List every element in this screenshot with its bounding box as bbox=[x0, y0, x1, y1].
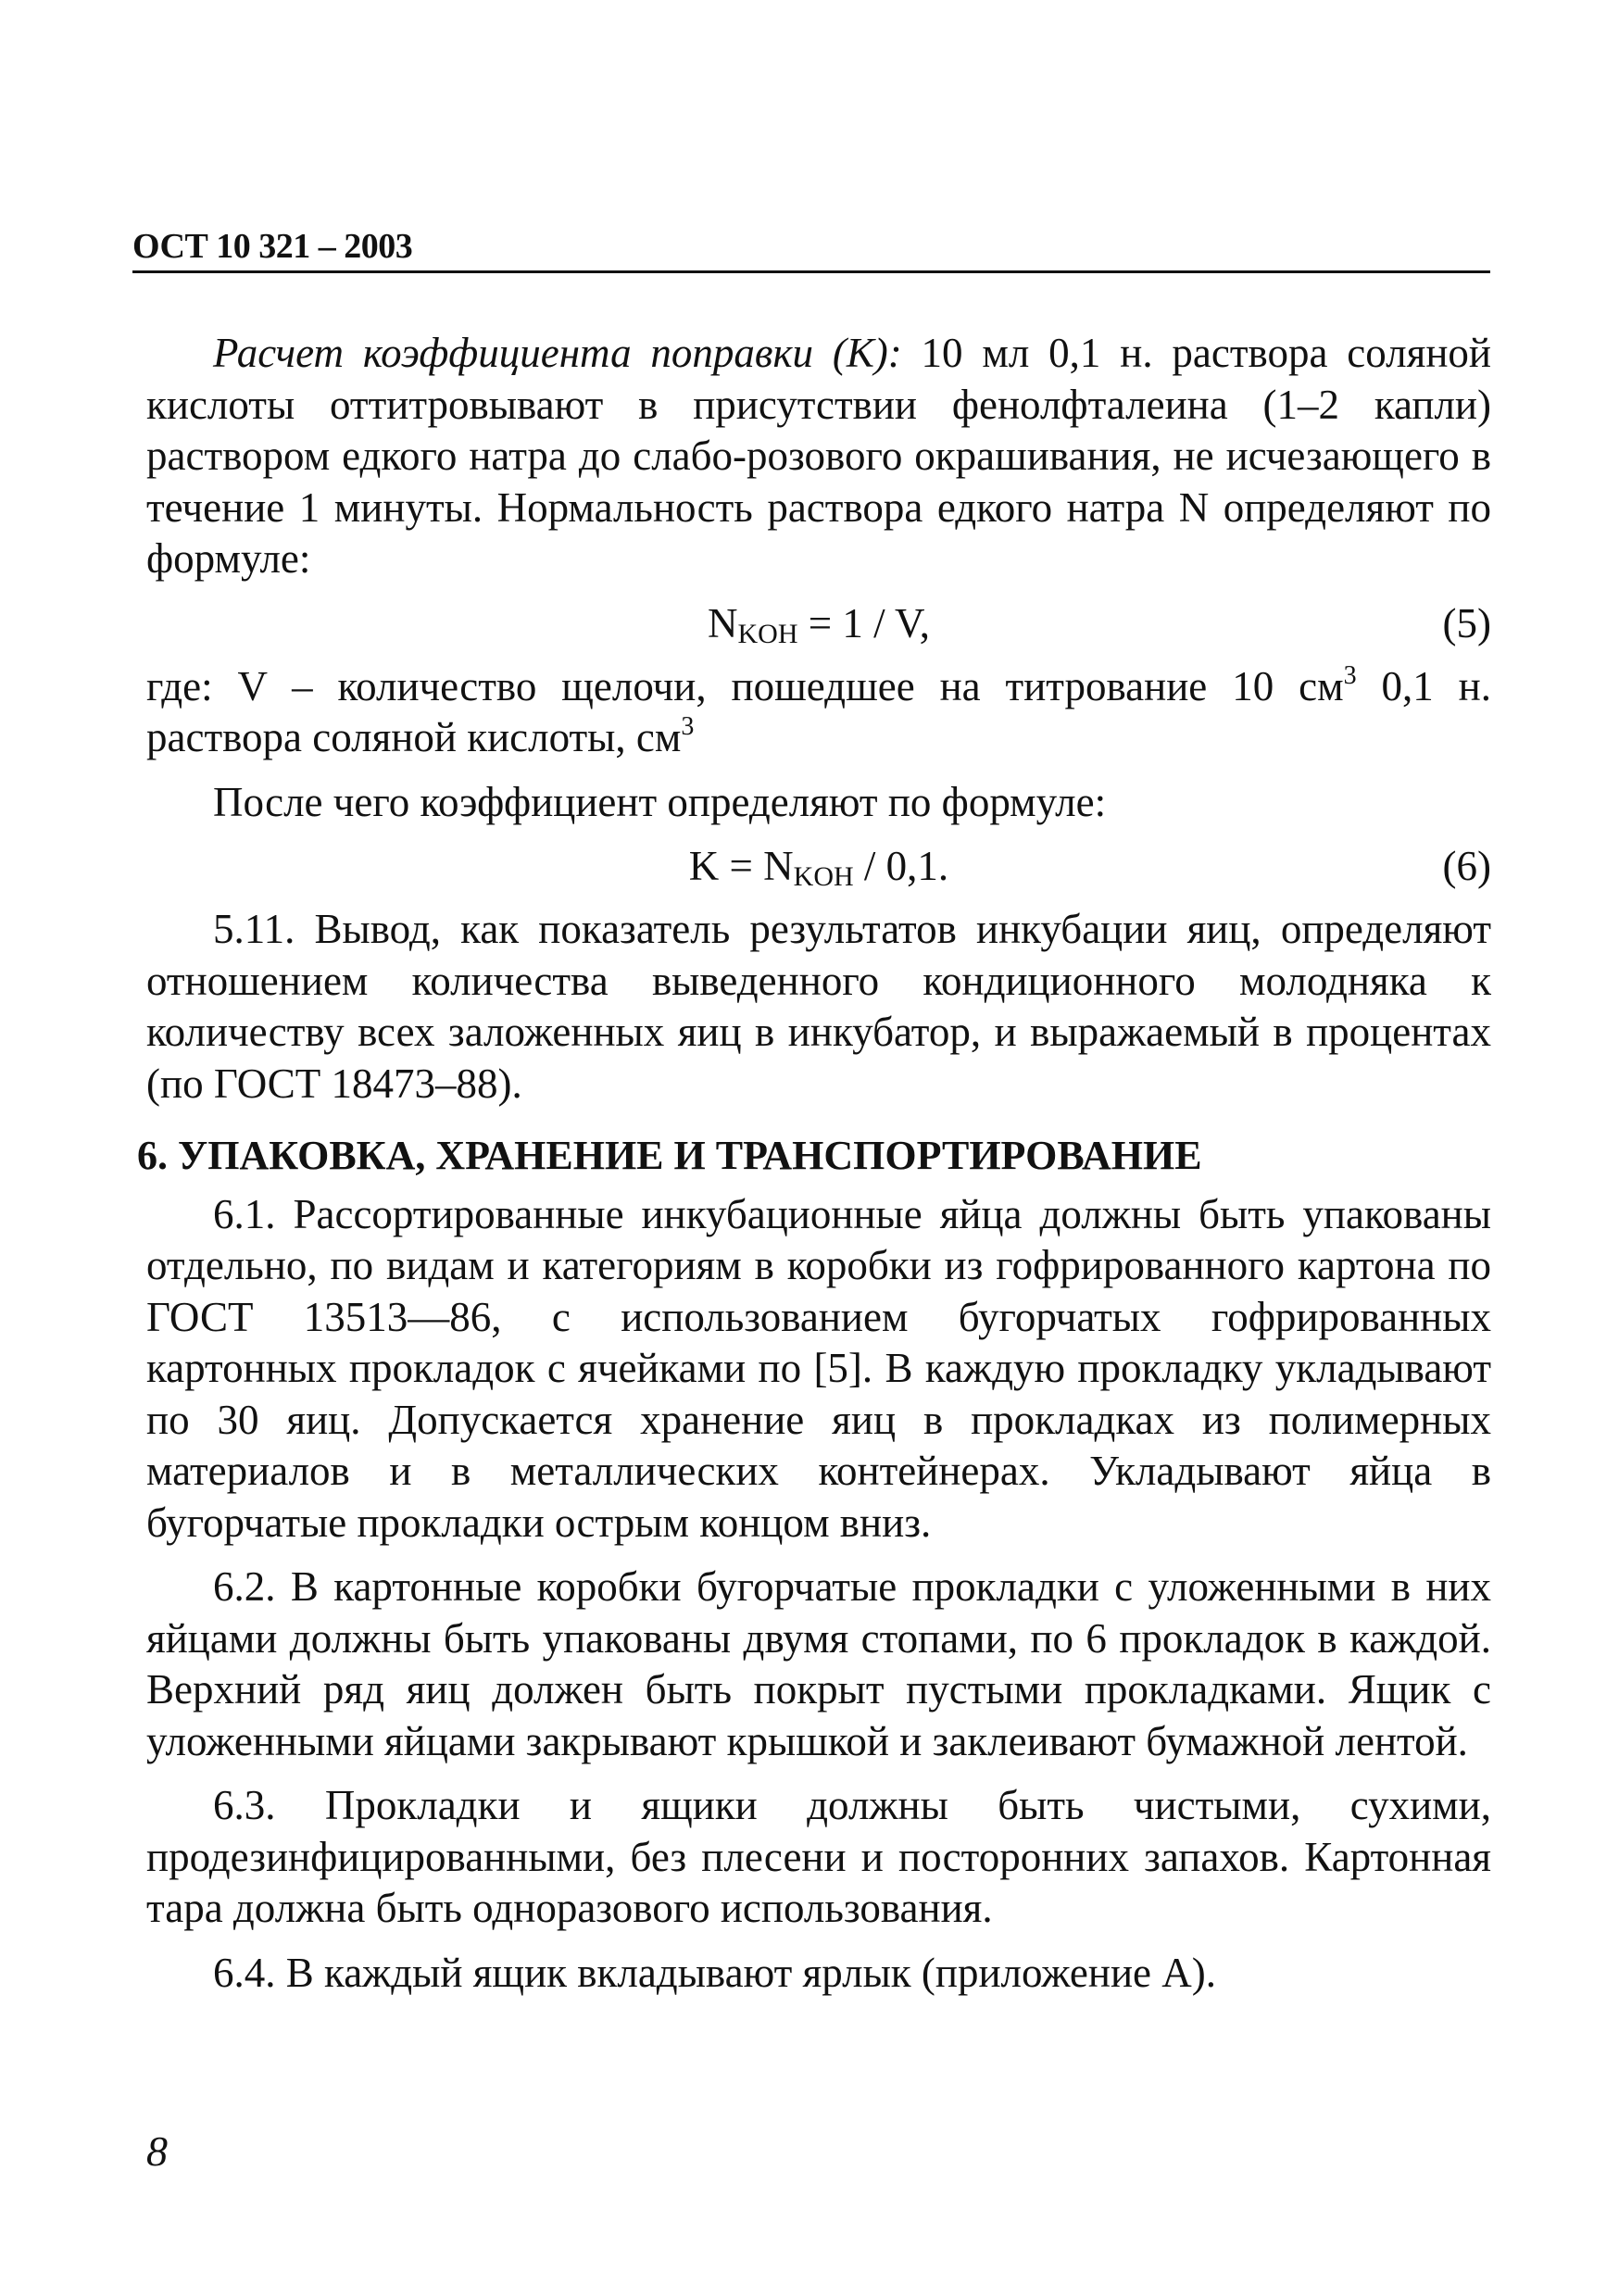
document-code: ОСТ 10 321 – 2003 bbox=[132, 227, 413, 266]
formula-5-number: (5) bbox=[1442, 599, 1491, 646]
where-superscript-2: 3 bbox=[681, 712, 695, 741]
formula-6-number: (6) bbox=[1442, 843, 1491, 889]
formula-5-subscript: KOH bbox=[737, 618, 798, 649]
paragraph-lead: Расчет коэффициента поправки (К): bbox=[213, 330, 902, 376]
paragraph-where bbox=[146, 661, 1491, 764]
formula-6 bbox=[146, 841, 1491, 893]
formula-5-symbol: N bbox=[707, 599, 738, 646]
paragraph-correction-factor bbox=[146, 328, 1491, 585]
paragraph-after: После чего коэффициент определяют по формуле: bbox=[213, 778, 1107, 825]
paragraph-5-11: 5.11. Вывод, как показатель результатов инкубации яиц, определяют отношением количества выведенного кондиционного молодняка к количеству всех заложенных яиц в инкубатор, и выражаемый в процентах (по ГОСТ 18473–88). bbox=[146, 906, 1491, 1107]
formula-6-symbol: K = N bbox=[688, 843, 794, 889]
formula-6-subscript: KOH bbox=[793, 861, 854, 892]
section-heading-6: 6. УПАКОВКА, ХРАНЕНИЕ И ТРАНСПОРТИРОВАНИЕ bbox=[137, 1133, 1202, 1178]
paragraph-6-3: 6.3. Прокладки и ящики должны быть чистыми, сухими, продезинфицированными, без плесени и посторонних запахов. Картонная тара должна быть одноразового использования. bbox=[146, 1782, 1491, 1931]
formula-6-rest: / 0,1. bbox=[853, 843, 949, 889]
paragraph-text: 10 мл 0,1 н. раствора соляной кислоты оттитровывают в присутствии фенолфталеина (1–2 капли) раствором едкого натра до слабо-розового окрашивания, не исчезающего в течение 1 минуты. Нормальность раствора едкого натра N определяют по формуле: bbox=[146, 330, 1491, 582]
header-rule bbox=[132, 270, 1490, 273]
paragraph-6-2: 6.2. В картонные коробки бугорчатые прокладки с уложенными в них яйцами должны быть упакованы двумя стопами, по 6 прокладок в каждой. Верхний ряд яиц должен быть покрыт пустыми прокладками. Ящик с уложенными яйцами закрывают крышкой и заклеивают бумажной лентой. bbox=[146, 1563, 1491, 1764]
where-text-b: 0,1 н. раствора соляной кислоты, см bbox=[146, 662, 1491, 760]
paragraph-6-1: 6.1. Рассортированные инкубационные яйца должны быть упакованы отдельно, по видам и категориям в коробки из гофрированного картона по ГОСТ 13513—86, с использованием бугорчатых гофрированных картонных прокладок с ячейками по [5]. В каждую прокладку укладывают по 30 яиц. Допускается хранение яиц в прокладках из полимерных материалов и в металлических контейнерах. Укладывают яйца в бугорчатые прокладки острым концом вниз. bbox=[146, 1190, 1491, 1546]
formula-5-expression bbox=[146, 598, 1491, 660]
page-content bbox=[137, 328, 1491, 1999]
formula-6-expression bbox=[146, 841, 1491, 903]
page-number: 8 bbox=[146, 2127, 168, 2175]
where-text-a: где: V – количество щелочи, пошедшее на титрование 10 см bbox=[146, 662, 1344, 709]
where-superscript-1: 3 bbox=[1343, 660, 1357, 690]
formula-5-rest: = 1 / V, bbox=[797, 599, 930, 646]
paragraph-6-4: 6.4. В каждый ящик вкладывают ярлык (приложение А). bbox=[213, 1949, 1216, 1996]
formula-5 bbox=[146, 598, 1491, 650]
